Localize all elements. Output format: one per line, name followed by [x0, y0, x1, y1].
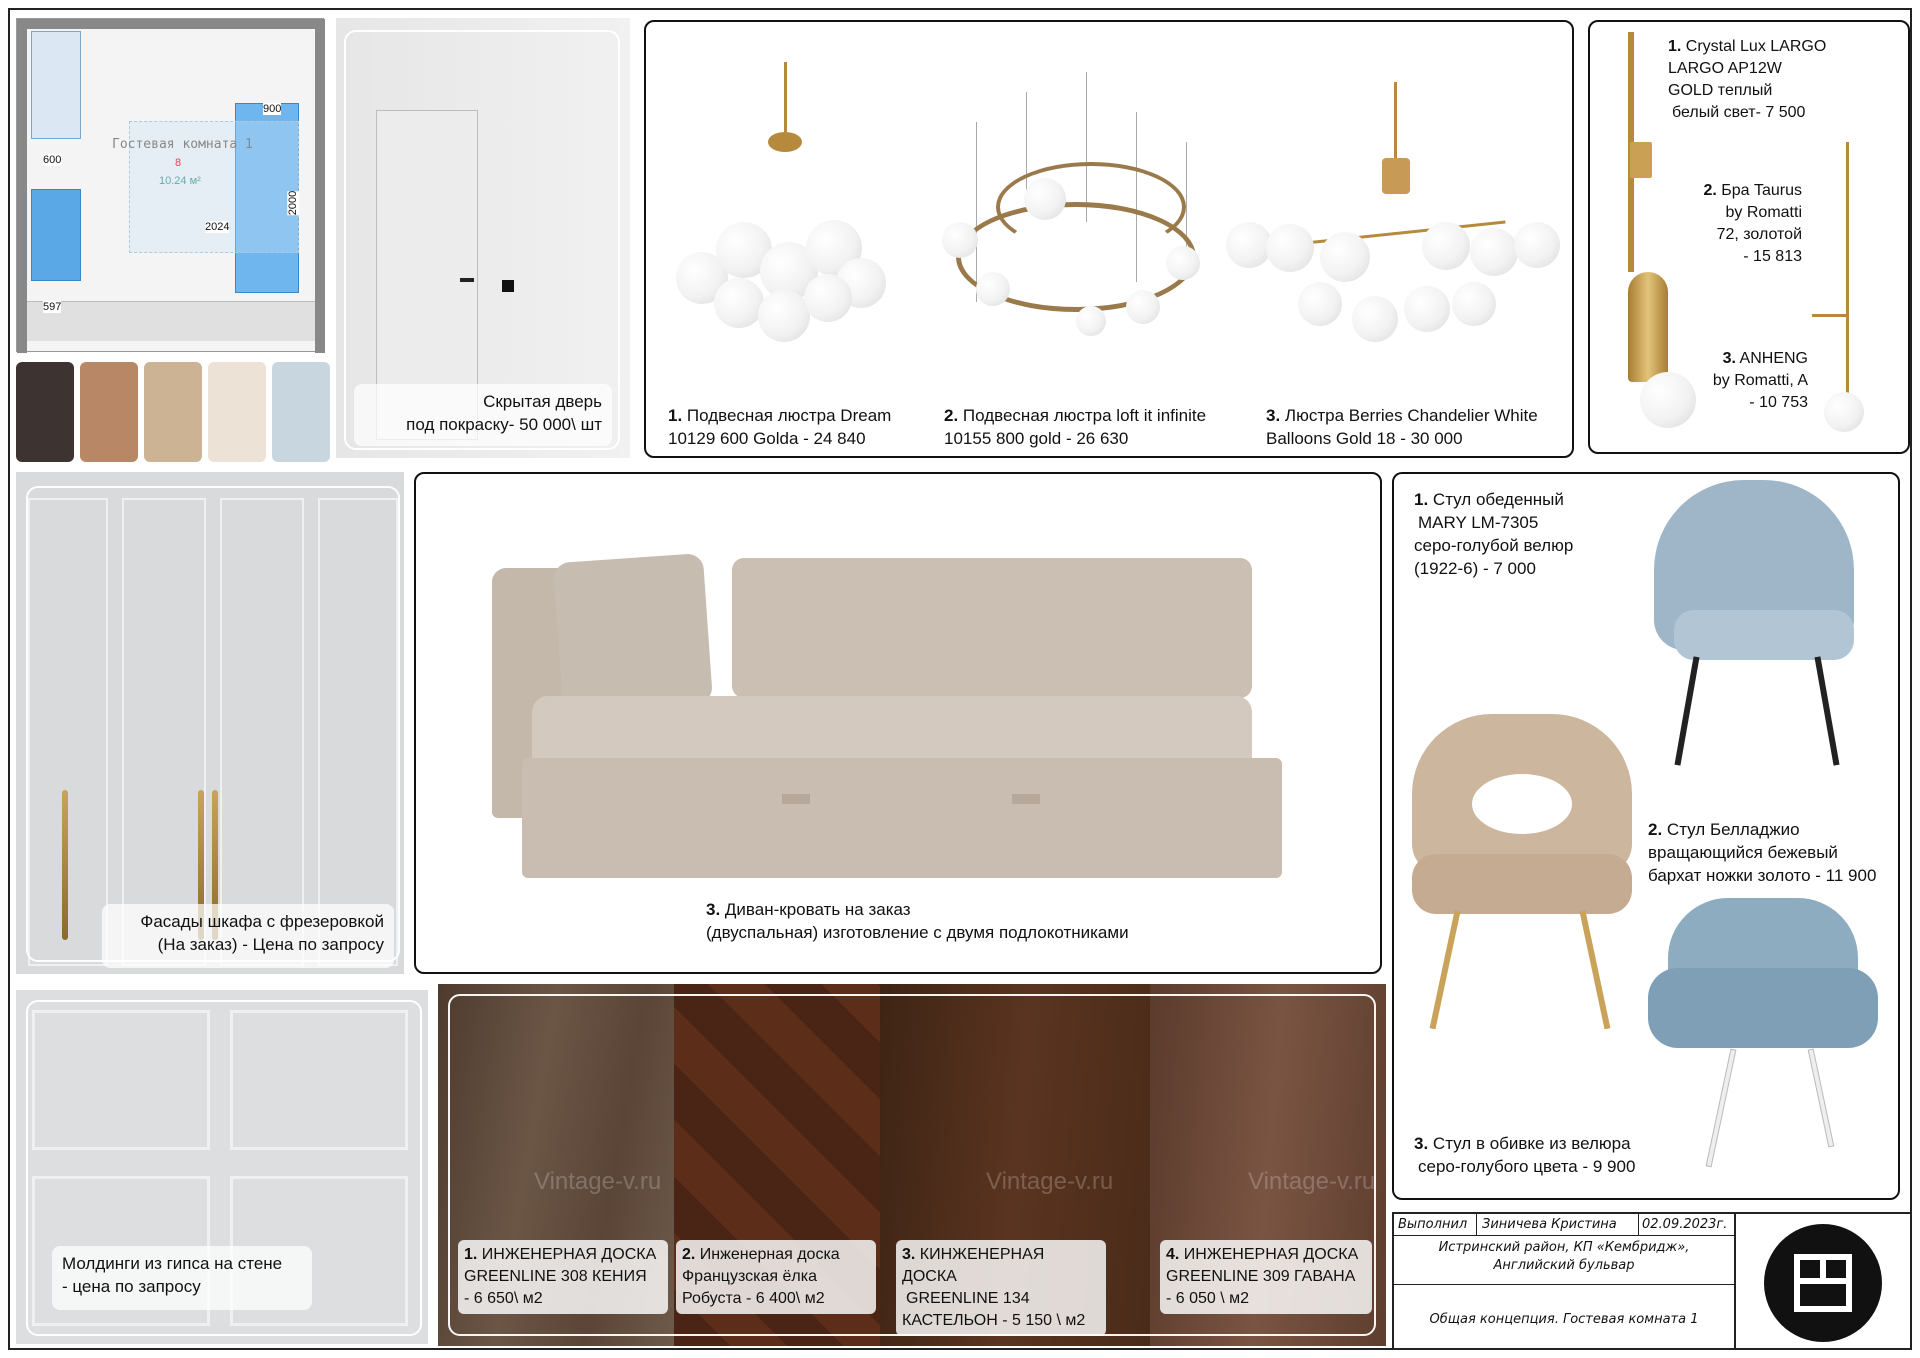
title-block-address-1: Истринский район, КП «Кембридж», [1438, 1240, 1690, 1255]
sconce-1-caption: 1. Crystal Lux LARGO LARGO AP12W GOLD теплый белый свет- 7 500 [1668, 38, 1827, 121]
dim-600: 600 [43, 154, 62, 166]
sofa-panel [414, 472, 1382, 974]
moldings-caption [52, 1246, 312, 1310]
moldings-photo [16, 990, 428, 1344]
sconce-3-caption: 3. ANHENG by Romatti, A - 10 753 [1712, 350, 1808, 411]
door-caption [354, 384, 612, 446]
chandelier-3-caption: 3. Люстра Berries Chandelier White Balloons Gold 18 - 30 000 [1266, 406, 1538, 448]
sconce-2-caption: 2. Бра Taurus by Romatti 72, золотой - 15 813 [1703, 182, 1802, 265]
wardrobe-photo [16, 472, 404, 974]
chair-mary [1644, 480, 1894, 780]
chandeliers-panel [644, 20, 1574, 458]
flooring-panel [438, 984, 1386, 1346]
dim-597: 597 [43, 301, 62, 313]
swatch-terracotta [80, 362, 138, 462]
swatch-sand [144, 362, 202, 462]
sofa-caption: 3. Диван-кровать на заказ (двуспальная) изготовление с двумя подлокотниками [706, 900, 1129, 942]
watermark: Vintage-v.ru [534, 1168, 662, 1195]
moldings-caption-line1: Молдинги из гипса на стене [62, 1254, 283, 1273]
floor-3-caption: 3. КИНЖЕНЕРНАЯ ДОСКА GREENLINE 134 КАСТЕЛЬОН - 5 150 \ м2 [896, 1240, 1106, 1336]
watermark: Vintage-v.ru [1248, 1168, 1376, 1195]
dim-2024: 2024 [205, 221, 230, 233]
dim-2000: 2000 [287, 190, 300, 216]
chandelier-1-caption: 1. Подвесная люстра Dream 10129 600 Goldа - 24 840 [668, 406, 892, 448]
room-area: 10.24 м² [159, 175, 201, 187]
door-caption-line2: под покраску- 50 000\ шт [406, 415, 602, 434]
wardrobe-plan [31, 31, 81, 139]
chairs-panel [1392, 472, 1900, 1200]
wardrobe-caption [102, 904, 394, 968]
floor-1-caption: 1. ИНЖЕНЕРНАЯ ДОСКА GREENLINE 308 КЕНИЯ - 6 650\ м2 [458, 1240, 668, 1314]
chandelier-berries [1226, 72, 1566, 362]
wardrobe-caption-line1: Фасады шкафа с фрезеровкой [140, 912, 384, 931]
chandelier-dream [656, 52, 896, 352]
floor-2-caption: 2. Инженерная доска Французская ёлка Робуста - 6 400\ м2 [676, 1240, 876, 1314]
chair-3-caption: 3. Стул в обивке из велюра серо-голубого цвета - 9 900 [1414, 1134, 1636, 1176]
dim-900: 900 [263, 103, 282, 115]
title-block-author: Зиничева Кристина [1482, 1217, 1617, 1232]
sconce-anheng [1846, 142, 1849, 412]
wardrobe-caption-line2: (На заказ) - Цена по запросу [157, 935, 384, 954]
desk-plan [31, 189, 81, 281]
chair-velour [1648, 898, 1888, 1188]
title-block-role: Выполнил [1398, 1217, 1468, 1232]
chandelier-2-caption: 2. Подвесная люстра loft it infinite 10155 800 gold - 26 630 [944, 406, 1207, 448]
door-caption-line1: Скрытая дверь [483, 392, 602, 411]
watermark: Vintage-v.ru [986, 1168, 1114, 1195]
title-block [1392, 1212, 1910, 1348]
door-photo [336, 18, 630, 458]
title-block-sheet-title: Общая концепция. Гостевая комната 1 [1429, 1312, 1699, 1327]
swatch-dark-brown [16, 362, 74, 462]
title-block-date: 02.09.2023г. [1642, 1217, 1728, 1232]
floor-4-caption: 4. ИНЖЕНЕРНАЯ ДОСКА GREENLINE 309 ГАВАНА - 6 050 \ м2 [1160, 1240, 1372, 1314]
sofa-image [492, 558, 1282, 898]
chair-2-caption: 2. Стул Белладжио вращающийся бежевый бархат ножки золото - 11 900 [1648, 820, 1877, 885]
chair-1-caption: 1. Стул обеденный MARY LM-7305 серо-голубой велюр (1922-6) - 7 000 [1414, 490, 1574, 578]
chair-bellagio [1402, 714, 1642, 1034]
room-title: Гостевая комната 1 [112, 137, 253, 152]
chandelier-loft-infinite [936, 62, 1206, 362]
swatch-light-blue [272, 362, 330, 462]
swatch-cream [208, 362, 266, 462]
moldings-caption-line2: - цена по запросу [62, 1277, 201, 1296]
sconces-panel [1588, 20, 1910, 454]
title-block-address-2: Английский бульвар [1493, 1258, 1635, 1273]
floor-plan [16, 18, 324, 352]
room-number: 8 [175, 157, 182, 169]
studio-logo [1764, 1224, 1882, 1342]
sconce-taurus [1628, 272, 1668, 382]
